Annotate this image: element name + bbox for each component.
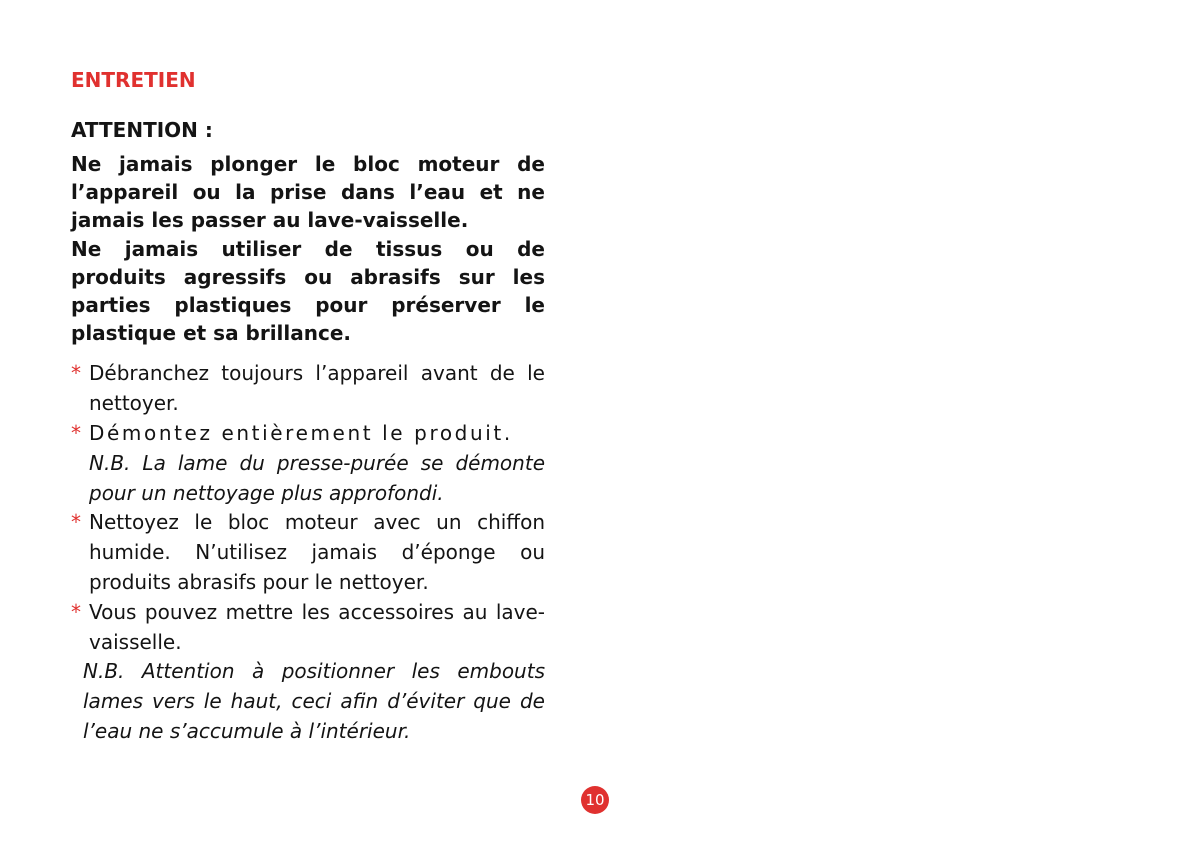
list-item [71, 359, 545, 419]
step-text: Vous pouvez mettre les accessoires au lave-vaisselle. [89, 599, 545, 654]
section-title: ENTRETIEN [71, 68, 196, 92]
step-text: Nettoyez le bloc moteur avec un chiffon humide. N’utilisez jamais d’éponge ou produits abrasifs pour le nettoyer. [89, 510, 545, 594]
step-text: Démontez entièrement le produit. [89, 421, 513, 446]
warning-immersion: Ne jamais plonger le bloc moteur de l’appareil ou la prise dans l’eau et ne jamais les passer au lave-vaisselle. [71, 152, 545, 233]
list-item [71, 508, 545, 597]
asterisk-bullet-icon: * [71, 599, 81, 624]
final-note: N.B. Attention à positionner les embouts lames vers le haut, ceci afin d’éviter que de l’eau ne s’accumule à l’intérieur. [83, 659, 545, 743]
maintenance-section [71, 66, 545, 747]
asterisk-bullet-icon: * [71, 510, 81, 535]
warning-abrasives: Ne jamais utiliser de tissus ou de produits agressifs ou abrasifs sur les parties plastiques pour préserver le plastique et sa brillance. [71, 236, 545, 346]
page-number-badge: 10 [581, 786, 609, 814]
attention-heading: ATTENTION : [71, 118, 213, 142]
step-text: Débranchez toujours l’appareil avant de le nettoyer. [89, 361, 545, 416]
cleaning-steps-list [71, 359, 545, 657]
asterisk-bullet-icon: * [71, 361, 81, 386]
list-item [71, 598, 545, 658]
list-item [71, 419, 545, 508]
step-note: N.B. La lame du presse-purée se démonte pour un nettoyage plus approfondi. [89, 450, 545, 505]
asterisk-bullet-icon: * [71, 421, 81, 446]
